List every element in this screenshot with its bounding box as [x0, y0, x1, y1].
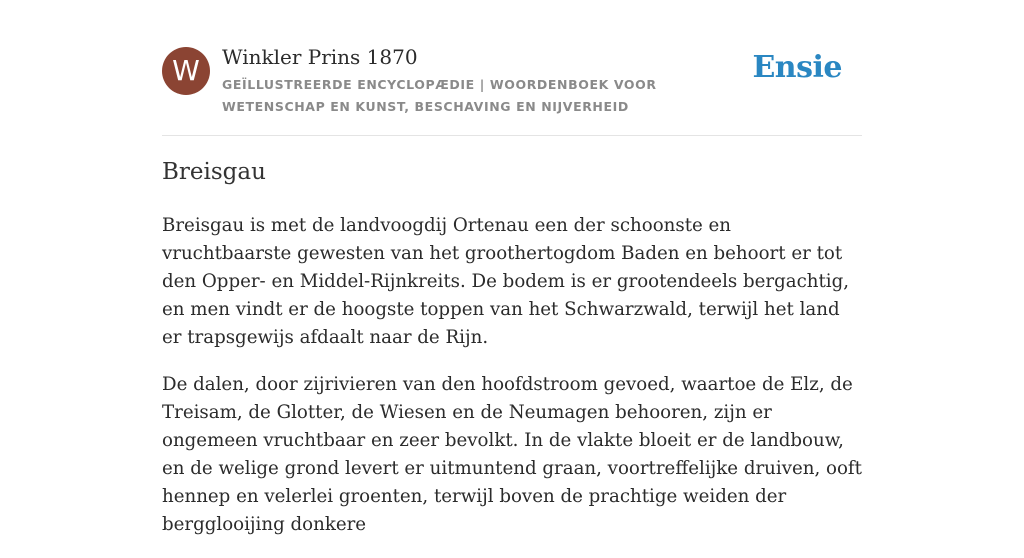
entry-paragraph: De dalen, door zijrivieren van den hoofdstroom gevoed, waartoe de Elz, de Treisam, de Glotter, de Wiesen en de Neumagen behooren, zijn er ongemeen vruchtbaar en zeer bevolkt. In de vlakte bloeit er de landbouw, en de welige grond levert er uitmuntend graan, voortreffelijke druiven, ooft hennep en velerlei groenten, terwijl boven de prachtige weiden der bergglooijing donkere [162, 374, 862, 535]
source-header [162, 44, 862, 136]
source-subtitle: GEÏLLUSTREERDE ENCYCLOPÆDIE | WOORDENBOEK VOOR WETENSCHAP EN KUNST, BESCHAVING EN NIJVERHEID [222, 77, 657, 114]
entry-title: Breisgau [162, 159, 266, 185]
header-divider [162, 135, 862, 136]
source-title[interactable]: Winkler Prins 1870 [222, 45, 418, 69]
entry-body [162, 212, 862, 558]
ensie-logo[interactable]: Ensie [752, 50, 842, 85]
entry-paragraph: Breisgau is met de landvoogdij Ortenau een der schoonste en vruchtbaarste gewesten van het groothertogdom Baden en behoort er tot den Opper- en Middel-Rijnkreits. De bodem is er grootendeels bergachtig, en men vindt er de hoogste toppen van het Schwarzwald, terwijl het land er trapsgewijs afdaalt naar de Rijn. [162, 215, 850, 348]
source-avatar[interactable]: W [162, 47, 210, 95]
